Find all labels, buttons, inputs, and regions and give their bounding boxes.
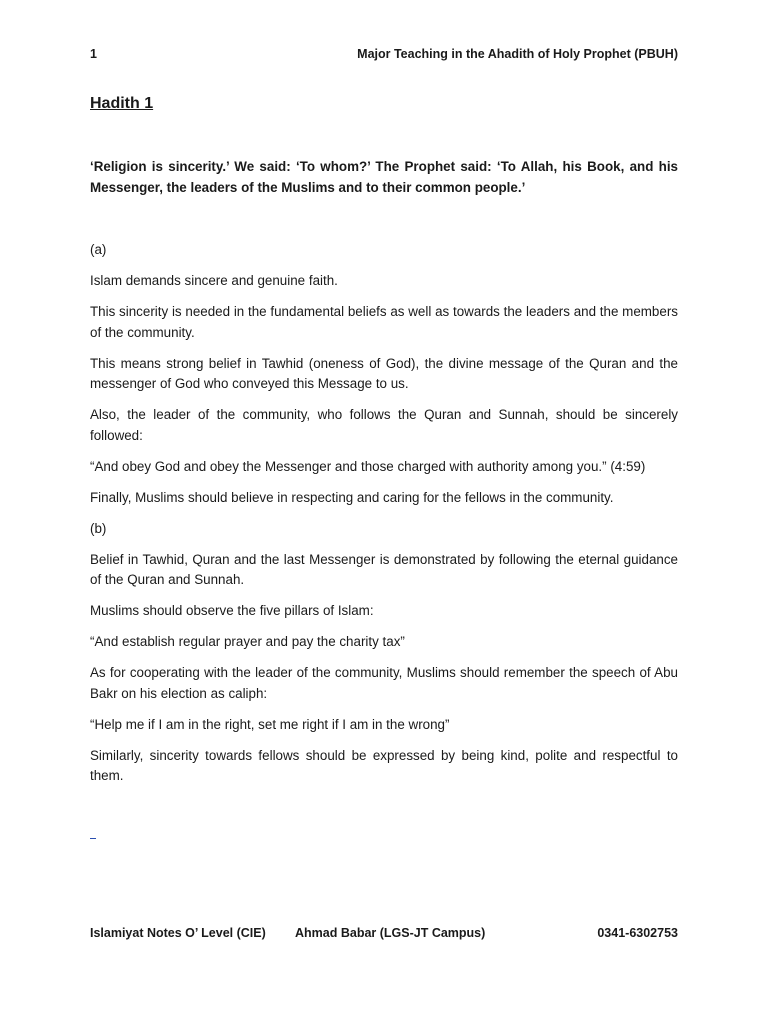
paragraph: Also, the leader of the community, who follows the Quran and Sunnah, should be sincerely followed: <box>90 407 678 443</box>
footer-author: Ahmad Babar (LGS-JT Campus) <box>295 926 486 940</box>
hadith-quote: ‘Religion is sincerity.’ We said: ‘To whom?’ The Prophet said: ‘To Allah, his Book, and his Messenger, the leaders of the Muslims and to their common people.’ <box>90 159 678 195</box>
paragraph: (a) <box>90 242 107 257</box>
paragraph: “And obey God and obey the Messenger and those charged with authority among you.” (4:59) <box>90 458 646 474</box>
body-text <box>90 240 678 797</box>
cursor-mark <box>90 828 96 839</box>
paragraph: As for cooperating with the leader of the community, Muslims should remember the speech of Abu Bakr on his election as caliph: <box>90 665 678 701</box>
section-heading: Hadith 1 <box>90 95 154 112</box>
running-title: Major Teaching in the Ahadith of Holy Prophet (PBUH) <box>357 47 678 61</box>
page-footer <box>90 926 678 944</box>
paragraph: This sincerity is needed in the fundamental beliefs as well as towards the leaders and the members of the community. <box>90 304 678 340</box>
paragraph: Islam demands sincere and genuine faith. <box>90 273 338 288</box>
page-number: 1 <box>90 47 97 61</box>
paragraph: Similarly, sincerity towards fellows should be expressed by being kind, polite and respectful to them. <box>90 747 678 783</box>
page-header <box>90 47 678 65</box>
paragraph: “Help me if I am in the right, set me right if I am in the wrong” <box>90 716 450 732</box>
paragraph: (b) <box>90 520 107 536</box>
paragraph: Muslims should observe the five pillars of Islam: <box>90 603 374 618</box>
footer-course: Islamiyat Notes O’ Level (CIE) <box>90 926 266 940</box>
paragraph: “And establish regular prayer and pay the charity tax” <box>90 634 405 649</box>
paragraph: This means strong belief in Tawhid (oneness of God), the divine message of the Quran and the messenger of God who conveyed this Message to us. <box>90 355 678 391</box>
paragraph: Belief in Tawhid, Quran and the last Messenger is demonstrated by following the eternal guidance of the Quran and Sunnah. <box>90 551 678 587</box>
footer-phone: 0341-6302753 <box>597 926 678 940</box>
paragraph: Finally, Muslims should believe in respecting and caring for the fellows in the community. <box>90 489 614 505</box>
